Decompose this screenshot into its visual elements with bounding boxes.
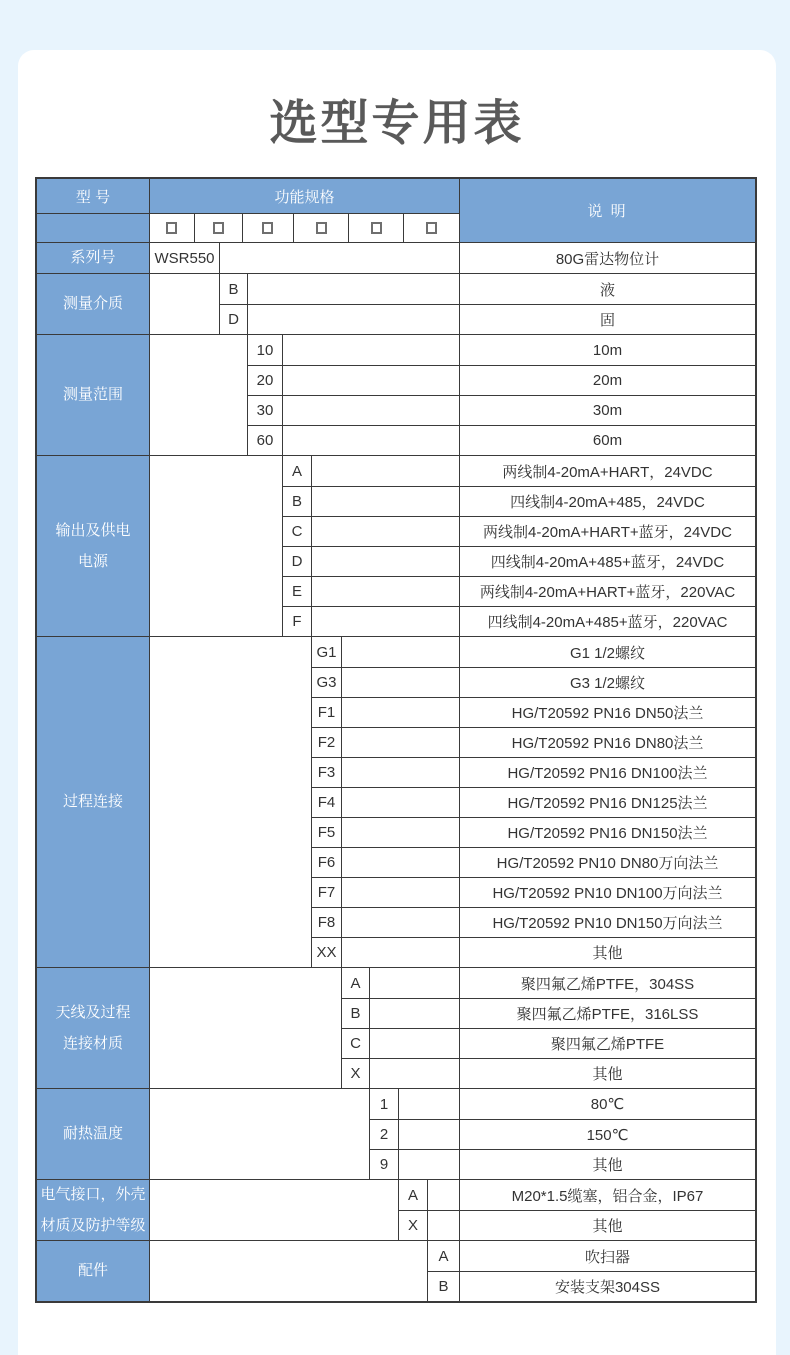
option-code-cell: WSR550 (150, 243, 220, 273)
option-code-cell: D (220, 305, 248, 334)
option-code-cell: C (283, 517, 312, 546)
table-header-left (37, 179, 460, 242)
model-column-spacer (37, 214, 150, 242)
option-code-cell: B (428, 1272, 460, 1301)
option-code-cell: C (342, 1029, 370, 1058)
spec-spacer-cell (342, 818, 460, 847)
option-code-cell: X (399, 1211, 428, 1240)
option-description-cell: 聚四氟乙烯PTFE，316LSS (516, 1006, 699, 1023)
table-section (37, 242, 755, 273)
option-description-cell: G3 1/2螺纹 (569, 675, 646, 692)
spec-spacer-cell (283, 335, 460, 365)
table-row (283, 546, 755, 576)
content-card (18, 50, 776, 1355)
table-row (248, 395, 755, 425)
page-title: 选型专用表 (269, 97, 525, 150)
code-indent-cell (150, 637, 312, 967)
option-code-cell: A (399, 1180, 428, 1210)
section-label-line: 过程连接 (62, 793, 123, 811)
option-description-cell: 四线制4-20mA+485，24VDC (510, 494, 705, 511)
option-description-cell: 30m (592, 402, 623, 419)
table-header (37, 179, 755, 242)
option-description-cell: HG/T20592 PN16 DN100法兰 (507, 765, 708, 782)
section-rows (312, 637, 755, 967)
spec-spacer-cell (283, 426, 460, 455)
spec-spacer-cell (370, 1059, 460, 1088)
table-row (312, 817, 755, 847)
section-rows (248, 335, 755, 455)
spec-spacer-cell (342, 878, 460, 907)
section-label (37, 968, 150, 1088)
section-label-line: 耐热温度 (62, 1125, 123, 1143)
option-description-cell: HG/T20592 PN10 DN100万向法兰 (492, 885, 723, 902)
option-code-cell: E (283, 577, 312, 606)
option-code-cell: F4 (312, 788, 342, 817)
header-row (37, 179, 459, 214)
table-row (312, 637, 755, 667)
section-label (37, 456, 150, 636)
table-body (37, 242, 755, 1301)
option-code-cell: 10 (248, 335, 283, 365)
table-row (370, 1119, 755, 1149)
table-row (312, 787, 755, 817)
option-code-cell: A (283, 456, 312, 486)
code-indent-cell (150, 456, 283, 636)
table-row (370, 1149, 755, 1179)
table-section (37, 273, 755, 334)
option-code-cell: F2 (312, 728, 342, 757)
option-description-cell: 其他 (592, 945, 623, 962)
table-row (283, 456, 755, 486)
section-label-line: 电气接口，外壳 (40, 1186, 146, 1204)
option-code-cell: A (342, 968, 370, 998)
section-label-line: 天线及过程 (55, 1004, 131, 1022)
option-description-cell: 四线制4-20mA+485+蓝牙，220VAC (487, 614, 728, 631)
table-row (248, 365, 755, 395)
option-code-cell: A (428, 1241, 460, 1271)
spec-spacer-cell (342, 698, 460, 727)
table-row (150, 243, 755, 273)
checkbox-row (37, 214, 459, 242)
table-row (220, 304, 755, 334)
option-description-cell: 10m (592, 341, 623, 359)
option-description-cell: 液 (599, 281, 615, 299)
table-row (312, 847, 755, 877)
option-code-cell: 20 (248, 366, 283, 395)
spec-spacer-cell (428, 1180, 460, 1210)
spec-spacer-cell (248, 305, 460, 334)
section-label-line: 测量介质 (62, 295, 123, 313)
option-description-cell: HG/T20592 PN16 DN150法兰 (507, 825, 708, 842)
spec-spacer-cell (342, 668, 460, 697)
option-code-cell: F8 (312, 908, 342, 937)
option-description-cell: 150℃ (586, 1126, 629, 1144)
section-label-line: 输出及供电 (55, 522, 131, 540)
option-description-cell: 两线制4-20mA+HART，24VDC (502, 463, 713, 481)
spec-spacer-cell (370, 1029, 460, 1058)
section-label (37, 1241, 150, 1301)
table-section (37, 1088, 755, 1179)
spec-spacer-cell (283, 396, 460, 425)
option-description-cell: HG/T20592 PN10 DN150万向法兰 (492, 915, 723, 932)
section-rows (342, 968, 755, 1088)
option-description-cell: 其他 (592, 1218, 623, 1235)
spec-checkbox-cell (150, 214, 195, 242)
option-description-cell: HG/T20592 PN16 DN80法兰 (511, 735, 704, 752)
spec-checkbox-cell (243, 214, 295, 242)
section-label (37, 335, 150, 455)
table-row (370, 1089, 755, 1119)
checkbox-square-icon[interactable] (213, 222, 224, 234)
section-rows (220, 274, 755, 334)
option-code-cell: 60 (248, 426, 283, 455)
table-section (37, 334, 755, 455)
section-rows (150, 243, 755, 273)
spec-spacer-cell (370, 999, 460, 1028)
table-row (312, 937, 755, 967)
option-description-cell: HG/T20592 PN10 DN80万向法兰 (496, 855, 719, 872)
spec-spacer-cell (312, 487, 460, 516)
table-section (37, 967, 755, 1088)
spec-checkbox-cell (404, 214, 459, 242)
table-row (342, 968, 755, 998)
spec-spacer-cell (342, 728, 460, 757)
section-label-line: 材质及防护等级 (40, 1216, 146, 1234)
spec-column-header: 功能规格 (150, 179, 459, 213)
table-row (312, 727, 755, 757)
spec-checkbox-cell (195, 214, 243, 242)
section-label (37, 1089, 150, 1179)
option-description-cell: 两线制4-20mA+HART+蓝牙，24VDC (483, 524, 732, 541)
table-section (37, 636, 755, 967)
option-description-cell: M20*1.5缆塞，铝合金，IP67 (511, 1187, 704, 1205)
section-label-line: 系列号 (70, 249, 116, 267)
option-code-cell: G1 (312, 637, 342, 667)
option-code-cell: 2 (370, 1120, 399, 1149)
description-column-header: 说 明 (460, 179, 755, 242)
model-selection-table (35, 177, 757, 1303)
table-row (248, 425, 755, 455)
option-code-cell: F6 (312, 848, 342, 877)
spec-spacer-cell (342, 908, 460, 937)
checkbox-square-icon[interactable] (166, 222, 177, 234)
table-row (312, 667, 755, 697)
code-indent-cell (150, 968, 342, 1088)
checkbox-square-icon[interactable] (426, 222, 437, 234)
option-description-cell: 两线制4-20mA+HART+蓝牙，220VAC (479, 584, 736, 601)
spec-spacer-cell (342, 938, 460, 967)
section-label-line: 连接材质 (62, 1034, 123, 1052)
table-row (342, 1058, 755, 1088)
option-code-cell: X (342, 1059, 370, 1088)
code-indent-cell (150, 335, 248, 455)
table-row (248, 335, 755, 365)
table-row (220, 274, 755, 304)
spec-spacer-cell (370, 968, 460, 998)
option-code-cell: 9 (370, 1150, 399, 1179)
table-row (283, 516, 755, 546)
option-description-cell: 80G雷达物位计 (555, 250, 660, 268)
code-indent-cell (150, 1241, 428, 1301)
option-code-cell: XX (312, 938, 342, 967)
option-code-cell: G3 (312, 668, 342, 697)
checkbox-square-icon[interactable] (262, 222, 273, 234)
spec-checkbox-cell (294, 214, 349, 242)
table-row (312, 697, 755, 727)
option-code-cell: D (283, 547, 312, 576)
option-description-cell: 聚四氟乙烯PTFE，304SS (520, 975, 695, 993)
table-row (342, 998, 755, 1028)
model-column-header: 型 号 (37, 179, 150, 213)
table-row (312, 757, 755, 787)
spec-spacer-cell (312, 607, 460, 636)
spec-spacer-cell (248, 274, 460, 304)
option-description-cell: 20m (592, 372, 623, 389)
option-code-cell: F7 (312, 878, 342, 907)
option-description-cell: HG/T20592 PN16 DN125法兰 (507, 795, 708, 812)
spec-spacer-cell (312, 517, 460, 546)
option-description-cell: G1 1/2螺纹 (569, 644, 646, 662)
table-row (283, 606, 755, 636)
option-code-cell: F3 (312, 758, 342, 787)
section-label (37, 274, 150, 334)
checkbox-square-icon[interactable] (371, 222, 382, 234)
checkbox-square-icon[interactable] (316, 222, 327, 234)
table-row (312, 907, 755, 937)
spec-spacer-cell (399, 1120, 460, 1149)
code-indent-cell (150, 274, 220, 334)
option-code-cell: F5 (312, 818, 342, 847)
table-row (283, 486, 755, 516)
option-description-cell: 80℃ (590, 1096, 625, 1113)
section-label-line: 电源 (77, 552, 108, 570)
spec-spacer-cell (342, 848, 460, 877)
option-description-cell: 吹扫器 (584, 1248, 630, 1266)
spec-spacer-cell (312, 456, 460, 486)
table-row (342, 1028, 755, 1058)
option-code-cell: 30 (248, 396, 283, 425)
spec-spacer-cell (342, 758, 460, 787)
option-description-cell: 聚四氟乙烯PTFE (550, 1036, 665, 1053)
section-rows (283, 456, 755, 636)
section-rows (428, 1241, 755, 1301)
section-label (37, 1180, 150, 1240)
table-section (37, 1179, 755, 1240)
table-row (312, 877, 755, 907)
spec-spacer-cell (342, 637, 460, 667)
code-indent-cell (150, 1180, 399, 1240)
table-section (37, 455, 755, 636)
option-code-cell: B (220, 274, 248, 304)
spec-spacer-cell (220, 243, 460, 273)
spec-spacer-cell (399, 1089, 460, 1119)
section-rows (399, 1180, 755, 1240)
option-description-cell: 四线制4-20mA+485+蓝牙，24VDC (490, 554, 725, 571)
spec-spacer-cell (312, 547, 460, 576)
spec-spacer-cell (312, 577, 460, 606)
table-row (428, 1271, 755, 1301)
spec-checkbox-cell (349, 214, 404, 242)
option-code-cell: B (283, 487, 312, 516)
option-description-cell: 安装支架304SS (554, 1279, 661, 1296)
option-code-cell: F1 (312, 698, 342, 727)
table-section (37, 1240, 755, 1301)
spec-spacer-cell (283, 366, 460, 395)
table-row (283, 576, 755, 606)
option-code-cell: B (342, 999, 370, 1028)
spec-spacer-cell (428, 1211, 460, 1240)
option-description-cell: HG/T20592 PN16 DN50法兰 (511, 705, 704, 722)
option-code-cell: 1 (370, 1089, 399, 1119)
section-rows (370, 1089, 755, 1179)
table-row (428, 1241, 755, 1271)
code-indent-cell (150, 1089, 370, 1179)
table-row (399, 1210, 755, 1240)
table-row (399, 1180, 755, 1210)
option-code-cell: F (283, 607, 312, 636)
option-description-cell: 其他 (592, 1066, 623, 1083)
section-label (37, 637, 150, 967)
option-description-cell: 其他 (592, 1157, 623, 1174)
spec-spacer-cell (399, 1150, 460, 1179)
section-label-line: 测量范围 (62, 386, 123, 404)
section-label (37, 243, 150, 273)
spec-spacer-cell (342, 788, 460, 817)
option-description-cell: 固 (599, 312, 615, 329)
option-description-cell: 60m (592, 432, 623, 449)
section-label-line: 配件 (77, 1262, 108, 1280)
